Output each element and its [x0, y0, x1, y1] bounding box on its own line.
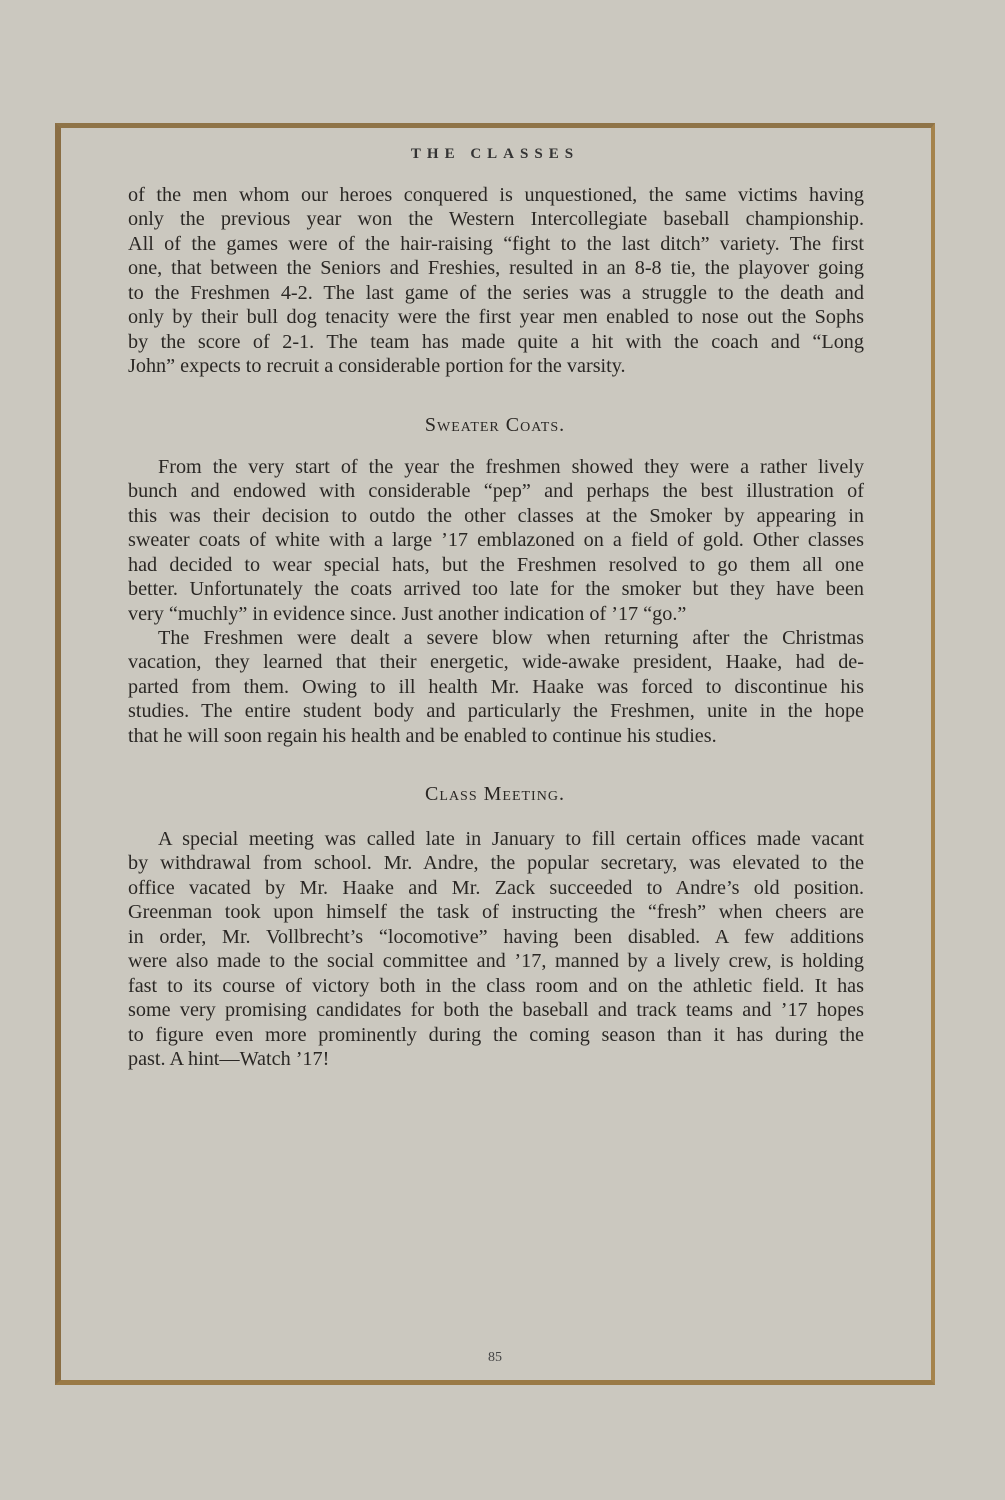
text-line: that he will soon regain his health and be enabled to continue his studies. — [128, 724, 717, 747]
section-heading-sweater-coats: Sweater Coats. — [424, 414, 566, 436]
text-line: to the Freshmen 4-2. The last game of the series was a struggle to the death and — [128, 281, 864, 304]
text-line: this was their decision to outdo the other classes at the Smoker by appearing in — [128, 504, 864, 527]
text-line: vacation, they learned that their energetic, wide-awake president, Haake, had de- — [128, 651, 864, 674]
text-line: in order, Mr. Vollbrecht’s “locomotive” having been disabled. A few additions — [128, 925, 864, 948]
text-line: by the score of 2-1. The team has made quite a hit with the coach and “Long — [128, 330, 864, 353]
intro-paragraph — [128, 183, 864, 379]
text-line: very “muchly” in evidence since. Just another indication of ’17 “go.” — [128, 602, 687, 625]
text-line: parted from them. Owing to ill health Mr. Haake was forced to discontinue his — [128, 675, 864, 698]
text-line: had decided to wear special hats, but the Freshmen resolved to go them all one — [128, 553, 864, 576]
text-line: only the previous year won the Western Intercollegiate baseball championship. — [128, 208, 864, 231]
text-line: better. Unfortunately the coats arrived too late for the smoker but they have been — [128, 578, 864, 601]
text-line: From the very start of the year the freshmen showed they were a rather lively — [158, 456, 864, 478]
text-line: All of the games were of the hair-raising “fight to the last ditch” variety. The first — [128, 232, 864, 255]
sweater-coats-paragraph-2 — [128, 626, 864, 748]
text-line: John” expects to recruit a considerable portion for the varsity. — [128, 355, 626, 378]
text-line: of the men whom our heroes conquered is unquestioned, the same victims having — [128, 184, 864, 206]
page-number: 85 — [488, 1350, 502, 1365]
text-line: by withdrawal from school. Mr. Andre, the popular secretary, was elevated to the — [128, 852, 864, 875]
text-line: bunch and endowed with considerable “pep” and perhaps the best illustration of — [128, 480, 864, 503]
sweater-coats-paragraph-1 — [128, 455, 864, 626]
text-line: were also made to the social committee and ’17, manned by a lively crew, is holding — [128, 950, 864, 973]
class-meeting-paragraph — [128, 827, 864, 1071]
text-line: only by their bull dog tenacity were the first year men enabled to nose out the Sophs — [128, 306, 864, 329]
section-heading-class-meeting: Class Meeting. — [425, 783, 565, 805]
text-line: office vacated by Mr. Haake and Mr. Zack succeeded to Andre’s old position. — [128, 876, 864, 899]
text-line: past. A hint—Watch ’17! — [128, 1047, 330, 1070]
running-header: THE CLASSES — [410, 146, 580, 162]
text-line: sweater coats of white with a large ’17 emblazoned on a field of gold. Other classes — [128, 529, 864, 552]
text-line: Greenman took upon himself the task of instructing the “fresh” when cheers are — [128, 901, 864, 924]
text-line: The Freshmen were dealt a severe blow when returning after the Christmas — [158, 627, 864, 649]
text-line: to figure even more prominently during the coming season than it has during the — [128, 1023, 864, 1046]
text-line: fast to its course of victory both in the class room and on the athletic field. It has — [128, 974, 864, 997]
text-line: A special meeting was called late in January to fill certain offices made vacant — [158, 828, 864, 850]
text-line: studies. The entire student body and particularly the Freshmen, unite in the hope — [128, 700, 864, 723]
text-line: some very promising candidates for both the baseball and track teams and ’17 hopes — [128, 999, 864, 1022]
text-line: one, that between the Seniors and Freshies, resulted in an 8-8 tie, the playover going — [128, 257, 864, 280]
